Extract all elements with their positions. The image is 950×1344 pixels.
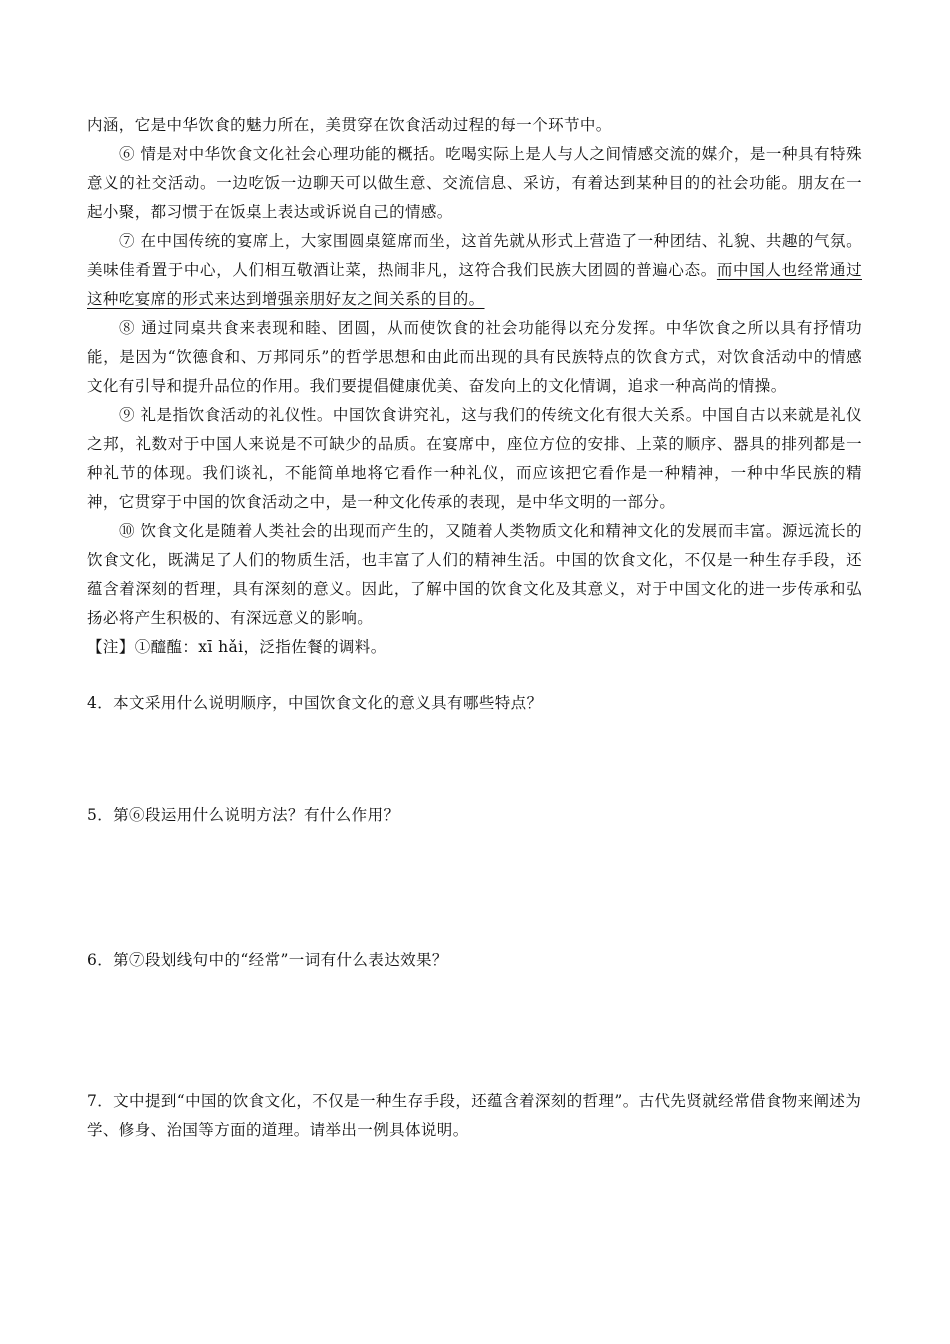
paragraph-7 [87,227,862,314]
paragraph-7-text: ⑦ 在中国传统的宴席上，大家围圆桌筵席而坐，这首先就从形式上营造了一种团结、礼貌、共趣的气氛。美味佳肴置于中心，人们相互敬酒让菜，热闹非凡，这符合我们民族大团圆的普遍心态。 [87,232,862,279]
question-4: 4．本文采用什么说明顺序，中国饮食文化的意义具有哪些特点？ [87,694,543,712]
question-5: 5．第⑥段运用什么说明方法？有什么作用？ [87,806,400,824]
footnote: 【注】①醯醢：xī hǎi，泛指佐餐的调料。 [87,638,387,656]
document-body [87,111,862,1139]
paragraph-10: ⑩ 饮食文化是随着人类社会的出现而产生的，又随着人类物质文化和精神文化的发展而丰富。源远流长的饮食文化，既满足了人们的物质生活，也丰富了人们的精神生活。中国的饮食文化，不仅是一种生存手段，还蕴含着深刻的哲理，具有深刻的意义。因此，了解中国的饮食文化及其意义，对于中国文化的进一步传承和弘扬必将产生积极的、有深远意义的影响。 [87,522,862,627]
paragraph-9: ⑨ 礼是指饮食活动的礼仪性。中国饮食讲究礼，这与我们的传统文化有很大关系。中国自古以来就是礼仪之邦，礼数对于中国人来说是不可缺少的品质。在宴席中，座位方位的安排、上菜的顺序、器具的排列都是一种礼节的体现。我们谈礼，不能简单地将它看作一种礼仪，而应该把它看作是一种精神，一种中华民族的精神，它贯穿于中国的饮食活动之中，是一种文化传承的表现，是中华文明的一部分。 [87,406,862,511]
question-7: 7．文中提到“中国的饮食文化，不仅是一种生存手段，还蕴含着深刻的哲理”。古代先贤就经常借食物来阐述为学、修身、治国等方面的道理。请举出一例具体说明。 [87,1092,862,1139]
paragraph-intro-continuation: 内涵，它是中华饮食的魅力所在，美贯穿在饮食活动过程的每一个环节中。 [87,116,612,134]
paragraph-6: ⑥ 情是对中华饮食文化社会心理功能的概括。吃喝实际上是人与人之间情感交流的媒介，是一种具有特殊意义的社交活动。一边吃饭一边聊天可以做生意、交流信息、采访，有着达到某种目的的社会功能。朋友在一起小聚，都习惯于在饭桌上表达或诉说自己的情感。 [87,145,862,221]
underlined-sentence: 而中国人也经常通过这种吃宴席的形式来达到增强亲朋好友之间关系的目的。 [87,261,862,308]
paragraph-8: ⑧ 通过同桌共食来表现和睦、团圆，从而使饮食的社会功能得以充分发挥。中华饮食之所以具有抒情功能，是因为“饮德食和、万邦同乐”的哲学思想和由此而出现的具有民族特点的饮食方式，对饮食活动中的情感文化有引导和提升品位的作用。我们要提倡健康优美、奋发向上的文化情调，追求一种高尚的情操。 [87,319,862,395]
question-6: 6．第⑦段划线句中的“经常”一词有什么表达效果？ [87,951,448,969]
